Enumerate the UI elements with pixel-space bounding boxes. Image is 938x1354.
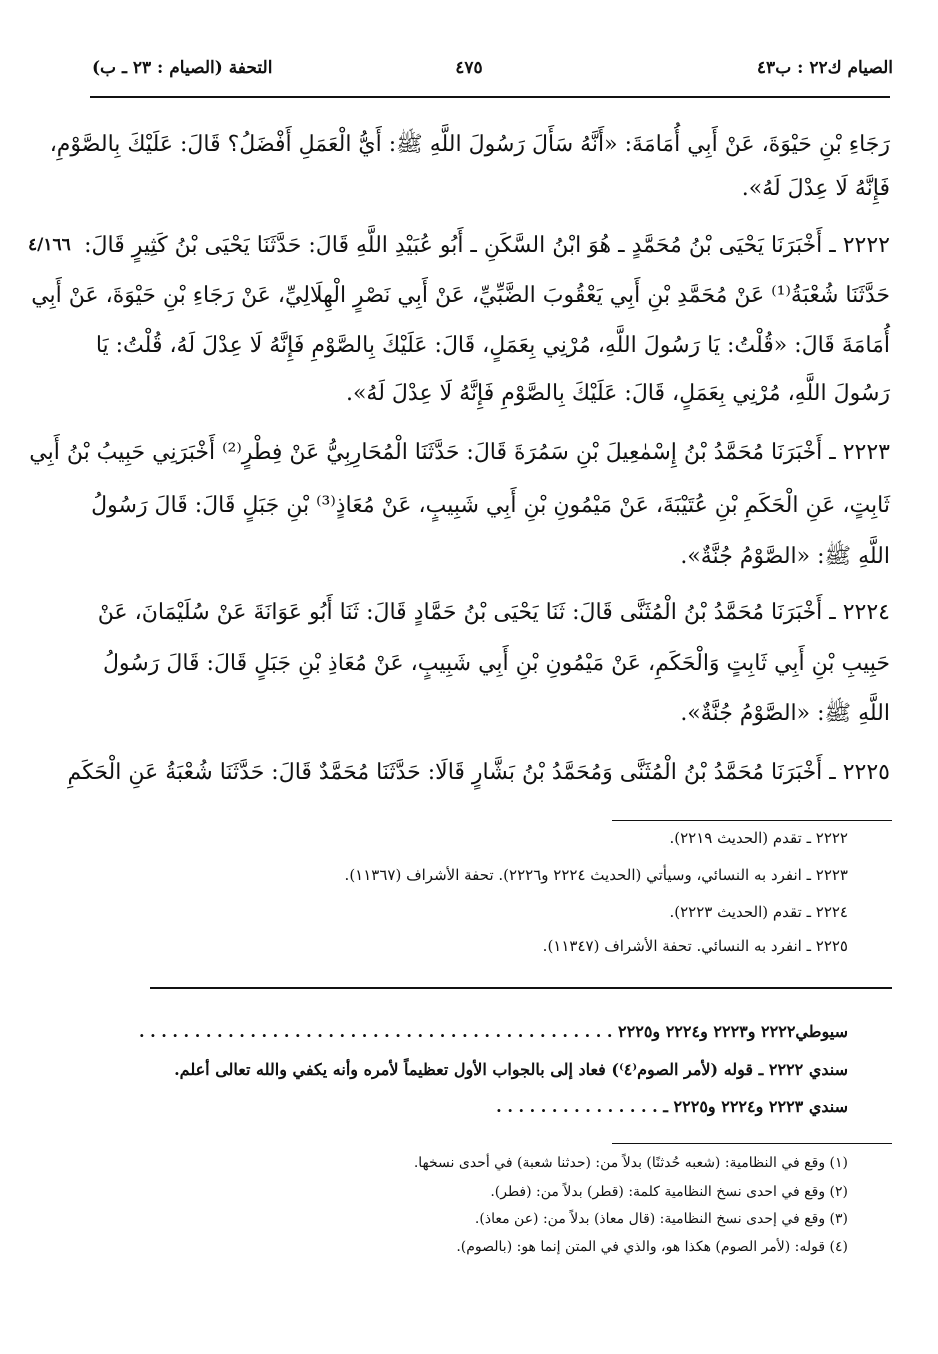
suyuti-note: سيوطي٢٢٢٢ و٢٢٢٣ و٢٢٢٤ و٢٢٢٥ . . . . . . . . . . . . . . . . . . . . . . . . . . . . . . . . . . . . . . . . . . .: [138, 1022, 848, 1041]
hadith-2222-line: حَدَّثَنَا شُعْبَةُ⁽¹⁾ عَنْ مُحَمَّدِ بْنِ أَبِي يَعْقُوبَ الضَّبِّيِّ، عَنْ أَبِي نَصْرٍ الْهِلَالِيِّ، عَنْ رَجَاءِ بْنِ حَيْوَةَ، عَنْ أَبِي: [31, 283, 890, 308]
hadith-2223-line: ثَابِتٍ، عَنِ الْحَكَمِ بْنِ عُتَيْبَةَ، عَنْ مَيْمُونِ بْنِ أَبِي شَبِيبٍ، عَنْ مُعَاذٍ⁽³⁾ بْنِ جَبَلٍ قَالَ: قَالَ رَسُولُ: [91, 493, 890, 518]
variant-footnote: (٤) قوله: (لأمر الصوم) هكذا هو، والذي في المتن إنما هو: (بالصوم).: [456, 1239, 848, 1255]
hadith-2222-line: ٢٢٢٢ ـ أَخْبَرَنَا يَحْيَى بْنُ مُحَمَّدٍ ـ هُوَ ابْنُ السَّكَنِ ـ أَبُو عُبَيْدِ اللَّهِ قَالَ: حَدَّثَنَا يَحْيَى بْنُ كَثِيرٍ قَالَ:: [84, 233, 890, 258]
margin-reference: ٤/١٦٦: [28, 235, 71, 255]
variant-footnote: (١) وقع في النظامية: (شعبه حُدثنًا) بدلاً من: (حدثنا شعبة) في أحدى نسخها.: [413, 1155, 848, 1171]
takhrij-note: ٢٢٢٥ ـ انفرد به النسائي. تحفة الأشراف (١١٣٤٧).: [542, 937, 848, 955]
hadith-2222-line: رَسُولَ اللَّهِ، مُرْنِي بِعَمَلٍ، قَالَ: عَلَيْكَ بِالصَّوْمِ فَإِنَّهُ لَا عِدْلَ لَهُ».: [345, 381, 890, 406]
hadith-2224-line: حَبِيبِ بْنِ أَبِي ثَابِتٍ وَالْحَكَمِ، عَنْ مَيْمُونِ بْنِ أَبِي شَبِيبٍ، عَنْ مُعَاذِ بْنِ جَبَلٍ قَالَ: قَالَ رَسُولُ: [102, 651, 890, 676]
hadith-2222-line: أُمَامَةَ قَالَ: «قُلْتُ: يَا رَسُولَ اللَّهِ، مُرْنِي بِعَمَلٍ، قَالَ: عَلَيْكَ بِالصَّوْمِ فَإِنَّهُ لَا عِدْلَ لَهُ، قُلْتُ: يَا: [95, 333, 890, 358]
header-tuhfa-ref: التحفة (الصيام : ٢٣ ـ ب): [92, 58, 273, 78]
hadith-2225-line: ٢٢٢٥ ـ أَخْبَرَنَا مُحَمَّدُ بْنُ الْمُثَنَّى وَمُحَمَّدُ بْنُ بَشَّارٍ قَالَا: حَدَّثَنَا مُحَمَّدٌ قَالَ: حَدَّثَنَا شُعْبَةُ عَنِ الْحَكَمِ: [67, 760, 890, 785]
variant-footnote: (٢) وقع في احدى نسخ النظامية كلمة: (قطر) بدلاً من: (فطر).: [490, 1184, 848, 1200]
takhrij-note: ٢٢٢٢ ـ تقدم (الحديث ٢٢١٩).: [669, 829, 848, 847]
takhrij-note: ٢٢٢٤ ـ تقدم (الحديث ٢٢٢٣).: [669, 903, 848, 921]
hadith-2224-line: اللَّهِ ﷺ: «الصَّوْمُ جُنَّةٌ».: [680, 701, 890, 726]
sindi-note: سندي ٢٢٢٢ ـ قوله (لأمر الصوم⁽٤⁾) فعاد إلى بالجواب الأول تعظيماً لأمره وأنه يكفي والله تعالى أعلم.: [174, 1060, 848, 1079]
header-chapter-ref: الصيام ك٢٢ : ب٤٣: [756, 58, 893, 78]
main-text-line: رَجَاءِ بْنِ حَيْوَةَ، عَنْ أَبِي أُمَامَةَ: «أَنَّهُ سَأَلَ رَسُولَ اللَّهِ ﷺ: أَيُّ الْعَمَلِ أَفْضَلُ؟ قَالَ: عَلَيْكَ بِالصَّوْمِ،: [49, 132, 890, 157]
page-number: ٤٧٥: [455, 58, 483, 78]
hadith-2224-line: ٢٢٢٤ ـ أَخْبَرَنَا مُحَمَّدُ بْنُ الْمُثَنَّى قَالَ: ثَنَا يَحْيَى بْنُ حَمَّادٍ قَالَ: ثَنَا أَبُو عَوَانَةَ عَنْ سُلَيْمَانَ، عَنْ: [97, 600, 890, 625]
hadith-2223-line: ٢٢٢٣ ـ أَخْبَرَنَا مُحَمَّدُ بْنُ إِسْمٰعِيلَ بْنِ سَمُرَةَ قَالَ: حَدَّثَنَا الْمُحَارِبِيُّ عَنْ فِطْرٍ⁽²⁾ أَخْبَرَنِي حَبِيبُ بْنُ أَبِي: [29, 440, 890, 465]
hadith-2223-line: اللَّهِ ﷺ: «الصَّوْمُ جُنَّةٌ».: [680, 544, 890, 569]
sindi-note: سندي ٢٢٢٣ و٢٢٢٤ و٢٢٢٥ ـ . . . . . . . . . . . . . . .: [496, 1097, 848, 1116]
takhrij-note: ٢٢٢٣ ـ انفرد به النسائي، وسيأتي (الحديث ٢٢٢٤ و٢٢٢٦). تحفة الأشراف (١١٣٦٧).: [344, 866, 848, 884]
variants-separator: [612, 1143, 892, 1144]
variant-footnote: (٣) وقع في إحدى نسخ النظامية: (قال معاذ) بدلاً من: (عن معاذ).: [474, 1211, 848, 1227]
header-rule: [90, 96, 890, 98]
main-text-line: فَإِنَّهُ لَا عِدْلَ لَهُ».: [741, 176, 890, 201]
commentary-separator: [150, 987, 892, 989]
footnote-separator: [612, 820, 892, 821]
